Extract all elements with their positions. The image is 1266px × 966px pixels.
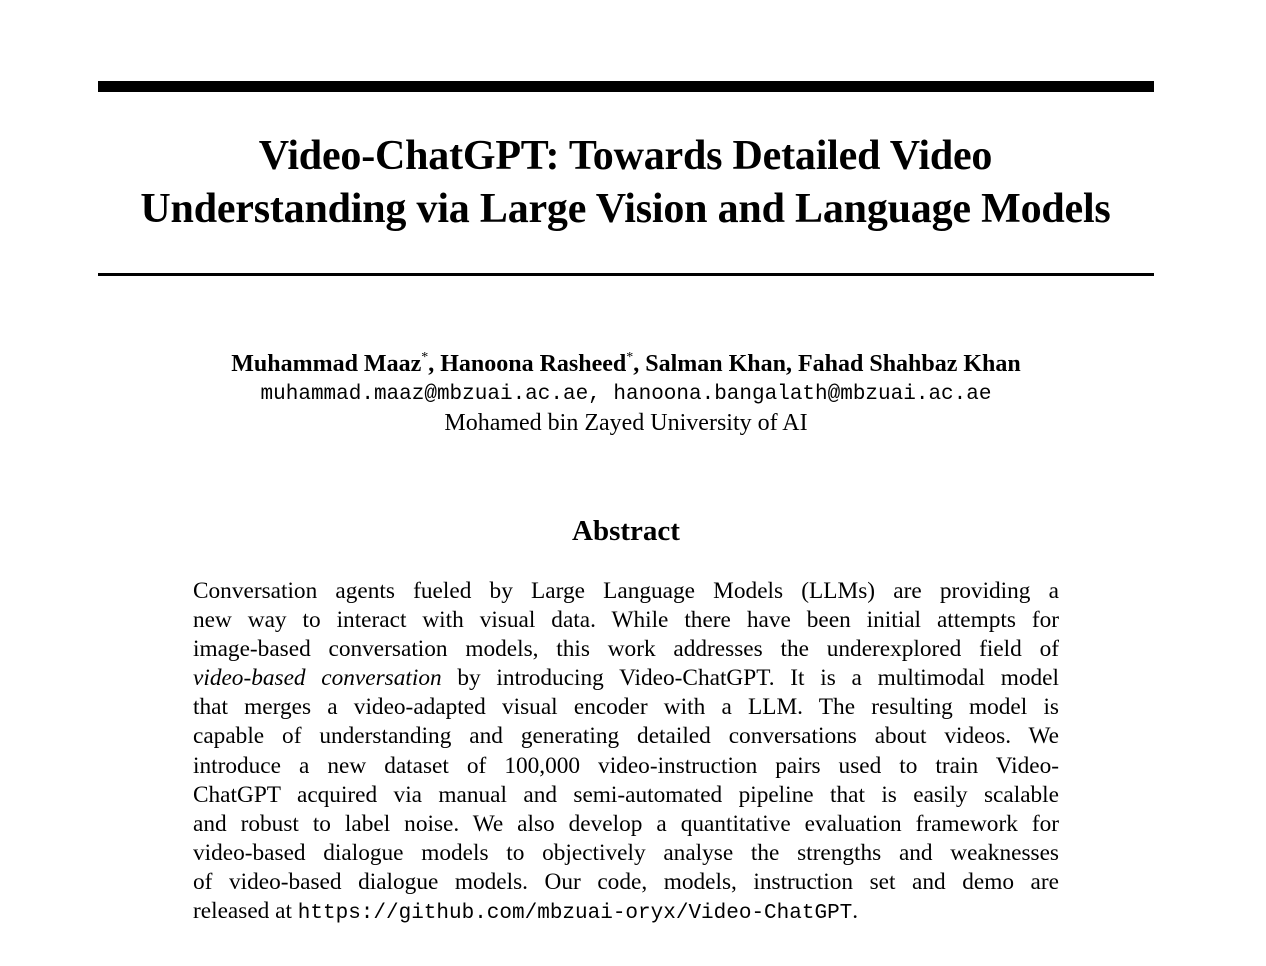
author-separator: , xyxy=(428,351,441,377)
abstract-line-text: . xyxy=(852,898,859,925)
abstract-heading: Abstract xyxy=(572,515,680,547)
abstract-body xyxy=(193,577,1059,928)
author-emails: muhammad.maaz@mbzuai.ac.ae, hanoona.bangalath@mbzuai.ac.ae xyxy=(260,383,992,406)
abstract-line: introduce a new dataset of 100,000 video-instruction pairs used to train Video- xyxy=(193,752,1059,779)
title-line-2: Understanding via Large Vision and Language Models xyxy=(140,186,1111,232)
abstract-line-text: released at xyxy=(193,898,298,925)
abstract-line: image-based conversation models, this work addresses the underexplored field of xyxy=(193,636,1059,663)
title-bottom-rule xyxy=(98,273,1154,276)
title-top-rule xyxy=(98,81,1154,92)
title-line-1: Video-ChatGPT: Towards Detailed Video xyxy=(258,133,993,179)
abstract-line: capable of understanding and generating detailed conversations about videos. We xyxy=(193,723,1059,750)
equal-contribution-mark: * xyxy=(421,350,429,365)
abstract-line: and robust to label noise. We also develop a quantitative evaluation framework for xyxy=(193,810,1059,837)
abstract-emphasis: video-based conversation xyxy=(193,665,442,692)
abstract-line: ChatGPT acquired via manual and semi-automated pipeline that is easily scalable xyxy=(193,781,1059,808)
abstract-line: video-based dialogue models to objectively analyse the strengths and weaknesses xyxy=(193,839,1059,866)
author-names-rest: , Salman Khan, Fahad Shahbaz Khan xyxy=(633,351,1021,377)
author-name: Muhammad Maaz xyxy=(231,351,422,377)
abstract-line: Conversation agents fueled by Large Language Models (LLMs) are providing a xyxy=(193,578,1059,604)
abstract-line xyxy=(193,897,1059,928)
abstract-line-text: by introducing Video-ChatGPT. It is a multimodal model xyxy=(441,665,1059,692)
equal-contribution-mark: * xyxy=(626,350,634,365)
abstract-line: of video-based dialogue models. Our code, models, instruction set and demo are xyxy=(193,868,1059,895)
author-list xyxy=(98,349,1154,379)
abstract-line: new way to interact with visual data. While there have been initial attempts for xyxy=(193,607,1059,634)
abstract-line xyxy=(193,664,1059,693)
author-affiliation: Mohamed bin Zayed University of AI xyxy=(444,410,808,436)
paper-title xyxy=(60,130,1191,236)
abstract-line: that merges a video-adapted visual encoder with a LLM. The resulting model is xyxy=(193,694,1059,721)
code-repository-link[interactable]: https://github.com/mbzuai-oryx/Video-ChatGPT xyxy=(297,902,853,926)
author-name: Hanoona Rasheed xyxy=(440,351,627,377)
